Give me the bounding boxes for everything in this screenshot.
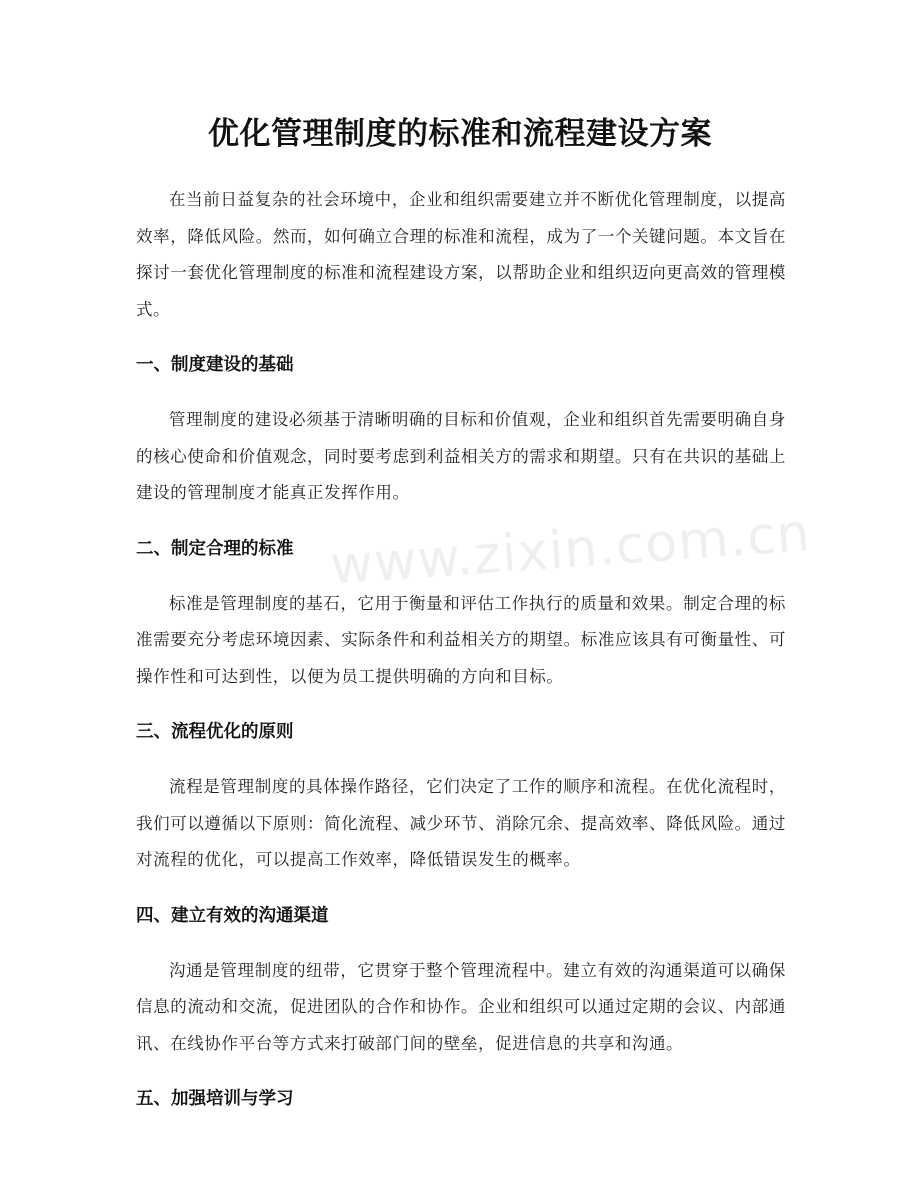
document-title: 优化管理制度的标准和流程建设方案 — [208, 116, 712, 152]
section-3-heading: 三、流程优化的原则 — [136, 722, 294, 742]
watermark: www.zixin.com.cn — [328, 503, 813, 597]
section-4-heading: 四、建立有效的沟通渠道 — [136, 905, 329, 926]
intro-paragraph: 在当前日益复杂的社会环境中，企业和组织需要建立并不断优化管理制度，以提高效率，降低风险。然而，如何确立合理的标准和流程，成为了一个关键问题。本文旨在探讨一套优化管理制度的标准和流程建设方案，以帮助企业和组织迈向更高效的管理模式。 — [136, 190, 786, 319]
document-body — [136, 182, 786, 1136]
section-2-body: 标准是管理制度的基石，它用于衡量和评估工作执行的质量和效果。制定合理的标准需要充分考虑环境因素、实际条件和利益相关方的期望。标准应该具有可衡量性、可操作性和可达到性，以便为员工提供明确的方向和目标。 — [136, 593, 786, 686]
section-2-heading: 二、制定合理的标准 — [136, 538, 294, 559]
section-3-body: 流程是管理制度的具体操作路径，它们决定了工作的顺序和流程。在优化流程时，我们可以遵循以下原则：简化流程、减少环节、消除冗余、提高效率、降低风险。通过对流程的优化，可以提高工作效率，降低错误发生的概率。 — [136, 777, 786, 869]
section-5-heading: 五、加强培训与学习 — [136, 1089, 294, 1109]
section-1-heading: 一、制度建设的基础 — [136, 355, 294, 375]
section-4-body: 沟通是管理制度的纽带，它贯穿于整个管理流程中。建立有效的沟通渠道可以确保信息的流动和交流，促进团队的合作和协作。企业和组织可以通过定期的会议、内部通讯、在线协作平台等方式来打破部门间的壁垒，促进信息的共享和沟通。 — [136, 960, 786, 1053]
section-1-body: 管理制度的建设必须基于清晰明确的目标和价值观，企业和组织首先需要明确自身的核心使命和价值观念，同时要考虑到利益相关方的需求和期望。只有在共识的基础上建设的管理制度才能真正发挥作用。 — [136, 410, 786, 502]
